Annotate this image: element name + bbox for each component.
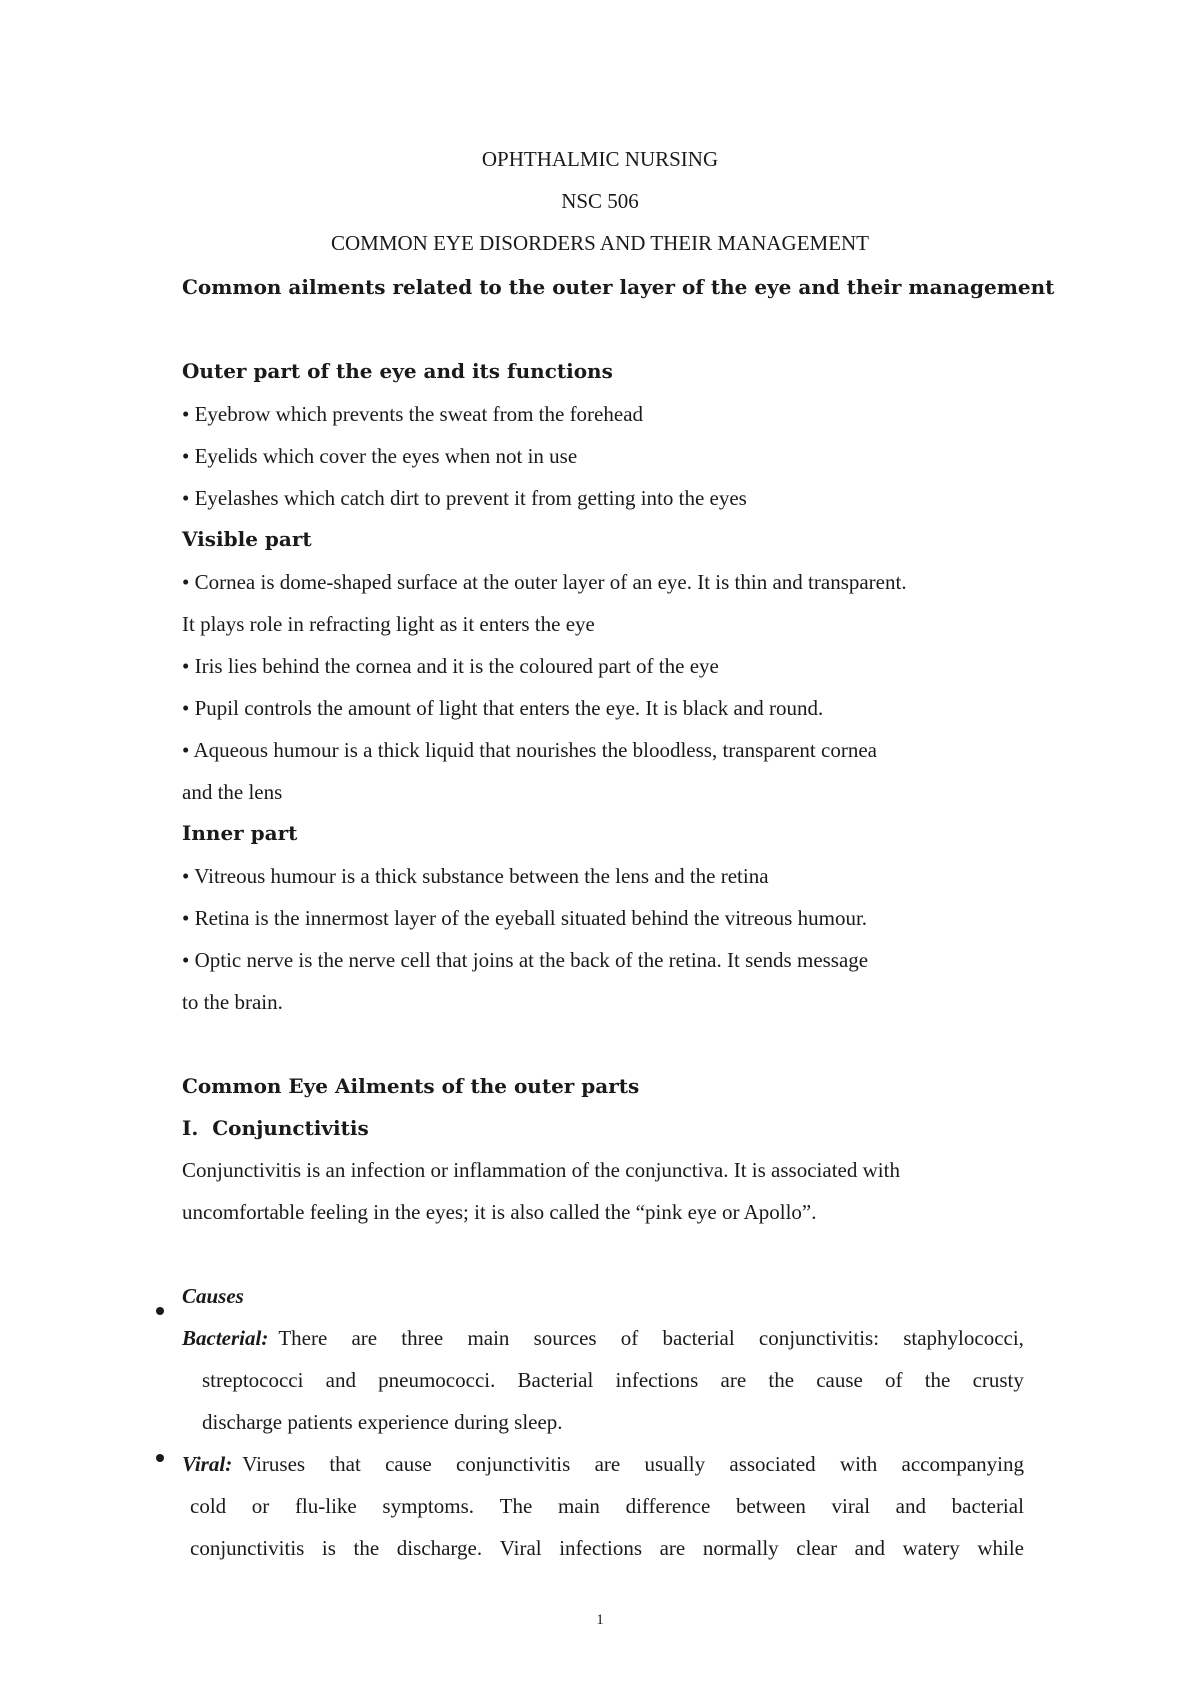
list-item: • Vitreous humour is a thick substance between the lens and the retina [182,864,769,888]
cause-viral-line: cold or flu-like symptoms. The main difference between viral and bacterial [190,1494,1024,1518]
section-heading-conjunctivitis [182,1114,369,1142]
intro-heading: Common ailments related to the outer layer of the eye and their management [182,275,1055,299]
cause-text: There are three main sources of bacterial conjunctivitis: staphylococci, [278,1326,1024,1350]
list-item: • Eyelids which cover the eyes when not in use [182,444,578,468]
list-item: • Iris lies behind the cornea and it is the coloured part of the eye [182,654,719,678]
cause-viral-line [182,1450,1024,1478]
course-code: NSC 506 [561,189,639,213]
outer-part-heading: Outer part of the eye and its functions [182,359,613,383]
list-item: • Optic nerve is the nerve cell that joins at the back of the retina. It sends message [182,948,869,972]
list-item: • Cornea is dome-shaped surface at the outer layer of an eye. It is thin and transparent. [182,570,907,594]
list-item: • Aqueous humour is a thick liquid that nourishes the bloodless, transparent cornea [182,738,877,762]
list-item: • Retina is the innermost layer of the eyeball situated behind the vitreous humour. [182,906,868,930]
list-item: • Eyebrow which prevents the sweat from the forehead [182,402,644,426]
list-item-continuation: and the lens [182,780,283,804]
list-item-continuation: It plays role in refracting light as it enters the eye [182,612,595,636]
section-title: Conjunctivitis [212,1116,369,1140]
definition-line: Conjunctivitis is an infection or inflammation of the conjunctiva. It is associated with [182,1158,900,1182]
document-subtitle: COMMON EYE DISORDERS AND THEIR MANAGEMENT [330,231,870,255]
cause-viral-line: conjunctivitis is the discharge. Viral infections are normally clear and watery while [190,1536,1024,1560]
page-number: 1 [596,1612,604,1628]
cause-bacterial-line: discharge patients experience during sleep. [202,1410,563,1434]
list-item-continuation: to the brain. [182,990,283,1014]
document-title: OPHTHALMIC NURSING [481,147,719,171]
definition-line: uncomfortable feeling in the eyes; it is also called the “pink eye or Apollo”. [182,1200,817,1224]
bullet-icon [156,1454,164,1462]
cause-label: Bacterial: [182,1326,269,1350]
list-item: • Eyelashes which catch dirt to prevent it from getting into the eyes [182,486,747,510]
cause-bacterial-line: streptococci and pneumococci. Bacterial infections are the cause of the crusty [202,1368,1024,1392]
bullet-icon [156,1307,164,1315]
inner-part-heading: Inner part [182,821,298,845]
cause-text: Viruses that cause conjunctivitis are usually associated with accompanying [242,1452,1024,1476]
cause-bacterial-line [182,1324,1024,1352]
section-number: I. [182,1116,199,1140]
cause-label: Viral: [182,1452,233,1476]
visible-part-heading: Visible part [182,527,312,551]
list-item: • Pupil controls the amount of light that enters the eye. It is black and round. [182,696,824,720]
ailments-heading: Common Eye Ailments of the outer parts [182,1074,640,1098]
causes-heading: Causes [182,1284,244,1308]
